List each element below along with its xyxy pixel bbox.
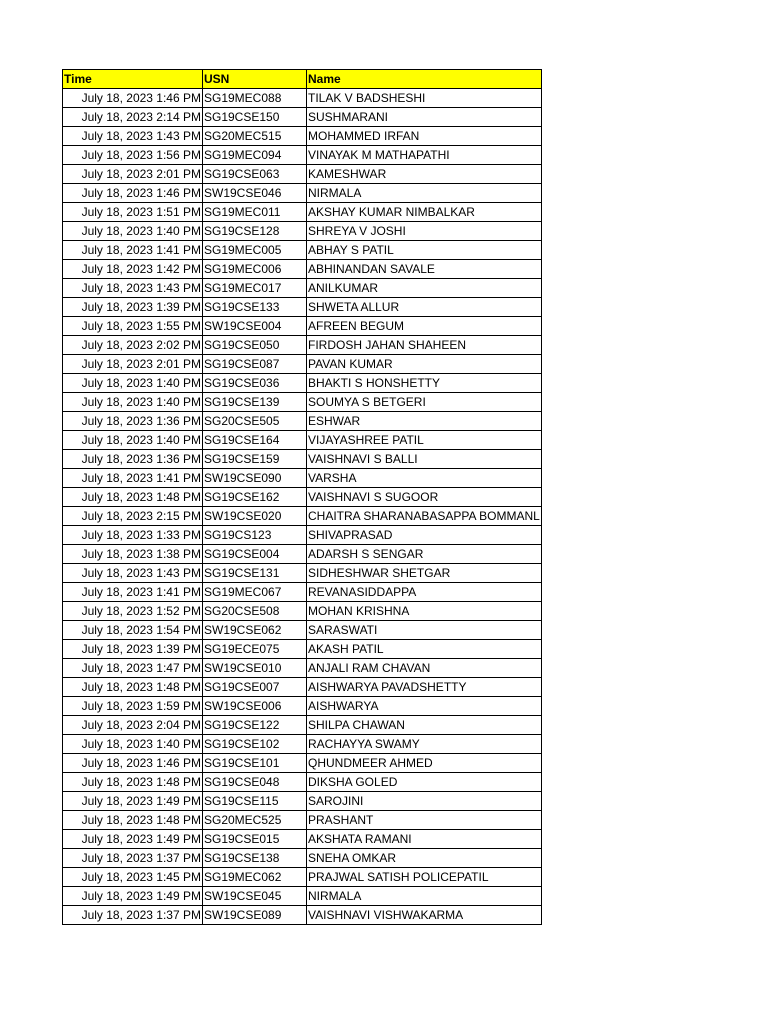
name-cell[interactable]: SIDHESHWAR SHETGAR xyxy=(307,564,542,583)
name-cell[interactable]: PRASHANT xyxy=(307,811,542,830)
time-cell[interactable]: July 18, 2023 1:41 PM xyxy=(63,583,203,602)
name-cell[interactable]: MOHAN KRISHNA xyxy=(307,602,542,621)
usn-cell[interactable]: SG19CSE139 xyxy=(203,393,307,412)
table-row xyxy=(63,108,542,127)
name-cell[interactable]: BHAKTI S HONSHETTY xyxy=(307,374,542,393)
usn-cell[interactable]: SG19CSE015 xyxy=(203,830,307,849)
table-row xyxy=(63,887,542,906)
table-row xyxy=(63,811,542,830)
name-cell[interactable]: VARSHA xyxy=(307,469,542,488)
usn-cell[interactable]: SG19CSE087 xyxy=(203,355,307,374)
name-cell[interactable]: PAVAN KUMAR xyxy=(307,355,542,374)
header-cell-usn[interactable]: USN xyxy=(203,70,307,89)
table-row xyxy=(63,165,542,184)
usn-cell[interactable]: SG19MEC006 xyxy=(203,260,307,279)
usn-cell[interactable]: SG20CSE505 xyxy=(203,412,307,431)
usn-cell[interactable]: SG19MEC005 xyxy=(203,241,307,260)
usn-cell[interactable]: SG19CSE036 xyxy=(203,374,307,393)
name-cell[interactable]: SHIVAPRASAD xyxy=(307,526,542,545)
time-cell[interactable]: July 18, 2023 1:43 PM xyxy=(63,279,203,298)
table-row xyxy=(63,317,542,336)
name-cell[interactable]: AKSHAY KUMAR NIMBALKAR xyxy=(307,203,542,222)
table-row xyxy=(63,488,542,507)
table-row xyxy=(63,659,542,678)
name-cell[interactable]: VINAYAK M MATHAPATHI xyxy=(307,146,542,165)
usn-cell[interactable]: SW19CSE004 xyxy=(203,317,307,336)
time-cell[interactable]: July 18, 2023 1:41 PM xyxy=(63,241,203,260)
name-cell[interactable]: ABHINANDAN SAVALE xyxy=(307,260,542,279)
time-cell[interactable]: July 18, 2023 1:48 PM xyxy=(63,811,203,830)
table-row xyxy=(63,754,542,773)
usn-cell[interactable]: SW19CSE010 xyxy=(203,659,307,678)
time-cell[interactable]: July 18, 2023 1:48 PM xyxy=(63,678,203,697)
name-cell[interactable]: VAISHNAVI VISHWAKARMA xyxy=(307,906,542,925)
usn-cell[interactable]: SG19CSE133 xyxy=(203,298,307,317)
time-cell[interactable]: July 18, 2023 1:46 PM xyxy=(63,184,203,203)
time-cell[interactable]: July 18, 2023 1:51 PM xyxy=(63,203,203,222)
time-cell[interactable]: July 18, 2023 1:37 PM xyxy=(63,906,203,925)
name-cell[interactable]: ESHWAR xyxy=(307,412,542,431)
usn-cell[interactable]: SG19CSE063 xyxy=(203,165,307,184)
usn-cell[interactable]: SW19CSE020 xyxy=(203,507,307,526)
time-cell[interactable]: July 18, 2023 1:42 PM xyxy=(63,260,203,279)
usn-cell[interactable]: SG19CSE138 xyxy=(203,849,307,868)
name-cell[interactable]: AISHWARYA xyxy=(307,697,542,716)
table-row xyxy=(63,146,542,165)
table-row xyxy=(63,640,542,659)
table-row xyxy=(63,279,542,298)
name-cell[interactable]: SHREYA V JOSHI xyxy=(307,222,542,241)
name-cell[interactable]: AKASH PATIL xyxy=(307,640,542,659)
table-row xyxy=(63,697,542,716)
name-cell[interactable]: SHILPA CHAWAN xyxy=(307,716,542,735)
time-cell[interactable]: July 18, 2023 1:40 PM xyxy=(63,735,203,754)
table-row xyxy=(63,773,542,792)
usn-cell[interactable]: SG19CSE115 xyxy=(203,792,307,811)
header-cell-time[interactable]: Time xyxy=(63,70,203,89)
time-cell[interactable]: July 18, 2023 1:47 PM xyxy=(63,659,203,678)
usn-cell[interactable]: SG19CSE102 xyxy=(203,735,307,754)
table-row xyxy=(63,583,542,602)
table-row xyxy=(63,374,542,393)
usn-cell[interactable]: SG19CS123 xyxy=(203,526,307,545)
table-row xyxy=(63,89,542,108)
name-cell[interactable]: SOUMYA S BETGERI xyxy=(307,393,542,412)
table-row xyxy=(63,868,542,887)
time-cell[interactable]: July 18, 2023 1:46 PM xyxy=(63,89,203,108)
time-cell[interactable]: July 18, 2023 1:40 PM xyxy=(63,393,203,412)
time-cell[interactable]: July 18, 2023 1:46 PM xyxy=(63,754,203,773)
table-row xyxy=(63,830,542,849)
table-row xyxy=(63,431,542,450)
time-cell[interactable]: July 18, 2023 2:01 PM xyxy=(63,165,203,184)
usn-cell[interactable]: SW19CSE006 xyxy=(203,697,307,716)
usn-cell[interactable]: SG19MEC094 xyxy=(203,146,307,165)
time-cell[interactable]: July 18, 2023 1:38 PM xyxy=(63,545,203,564)
time-cell[interactable]: July 18, 2023 2:02 PM xyxy=(63,336,203,355)
name-cell[interactable]: TILAK V BADSHESHI xyxy=(307,89,542,108)
table-body xyxy=(63,89,542,925)
usn-cell[interactable]: SW19CSE090 xyxy=(203,469,307,488)
usn-cell[interactable]: SG19CSE101 xyxy=(203,754,307,773)
time-cell[interactable]: July 18, 2023 1:40 PM xyxy=(63,374,203,393)
table-row xyxy=(63,906,542,925)
usn-cell[interactable]: SG19CSE050 xyxy=(203,336,307,355)
usn-cell[interactable]: SG19CSE007 xyxy=(203,678,307,697)
time-cell[interactable]: July 18, 2023 1:39 PM xyxy=(63,298,203,317)
name-cell[interactable]: REVANASIDDAPPA xyxy=(307,583,542,602)
usn-cell[interactable]: SG19CSE164 xyxy=(203,431,307,450)
name-cell[interactable]: AKSHATA RAMANI xyxy=(307,830,542,849)
usn-cell[interactable]: SG19CSE048 xyxy=(203,773,307,792)
usn-cell[interactable]: SG19MEC011 xyxy=(203,203,307,222)
table-row xyxy=(63,127,542,146)
name-cell[interactable]: PRAJWAL SATISH POLICEPATIL xyxy=(307,868,542,887)
time-cell[interactable]: July 18, 2023 1:43 PM xyxy=(63,127,203,146)
table-row xyxy=(63,602,542,621)
name-cell[interactable]: NIRMALA xyxy=(307,184,542,203)
name-cell[interactable]: VAISHNAVI S SUGOOR xyxy=(307,488,542,507)
usn-cell[interactable]: SG20MEC515 xyxy=(203,127,307,146)
name-cell[interactable]: CHAITRA SHARANABASAPPA BOMMANL xyxy=(307,507,542,526)
time-cell[interactable]: July 18, 2023 1:36 PM xyxy=(63,450,203,469)
name-cell[interactable]: SAROJINI xyxy=(307,792,542,811)
table-row xyxy=(63,355,542,374)
table-row xyxy=(63,412,542,431)
name-cell[interactable]: NIRMALA xyxy=(307,887,542,906)
usn-cell[interactable]: SW19CSE046 xyxy=(203,184,307,203)
table-row xyxy=(63,393,542,412)
table-row xyxy=(63,184,542,203)
usn-cell[interactable]: SG19CSE150 xyxy=(203,108,307,127)
time-cell[interactable]: July 18, 2023 1:48 PM xyxy=(63,488,203,507)
time-cell[interactable]: July 18, 2023 2:15 PM xyxy=(63,507,203,526)
usn-cell[interactable]: SW19CSE062 xyxy=(203,621,307,640)
table-row xyxy=(63,545,542,564)
time-cell[interactable]: July 18, 2023 1:54 PM xyxy=(63,621,203,640)
table-row xyxy=(63,735,542,754)
time-cell[interactable]: July 18, 2023 1:36 PM xyxy=(63,412,203,431)
name-cell[interactable]: AFREEN BEGUM xyxy=(307,317,542,336)
table-row xyxy=(63,450,542,469)
name-cell[interactable]: SHWETA ALLUR xyxy=(307,298,542,317)
time-cell[interactable]: July 18, 2023 1:49 PM xyxy=(63,792,203,811)
time-cell[interactable]: July 18, 2023 1:52 PM xyxy=(63,602,203,621)
usn-cell[interactable]: SG19MEC067 xyxy=(203,583,307,602)
table-row xyxy=(63,792,542,811)
time-cell[interactable]: July 18, 2023 1:43 PM xyxy=(63,564,203,583)
header-cell-name[interactable]: Name xyxy=(307,70,542,89)
usn-cell[interactable]: SG19CSE131 xyxy=(203,564,307,583)
time-cell[interactable]: July 18, 2023 1:40 PM xyxy=(63,222,203,241)
time-cell[interactable]: July 18, 2023 1:56 PM xyxy=(63,146,203,165)
table-row xyxy=(63,849,542,868)
time-cell[interactable]: July 18, 2023 1:55 PM xyxy=(63,317,203,336)
table-row xyxy=(63,469,542,488)
time-cell[interactable]: July 18, 2023 2:04 PM xyxy=(63,716,203,735)
table-row xyxy=(63,336,542,355)
time-cell[interactable]: July 18, 2023 1:45 PM xyxy=(63,868,203,887)
table-row xyxy=(63,564,542,583)
usn-cell[interactable]: SW19CSE089 xyxy=(203,906,307,925)
time-cell[interactable]: July 18, 2023 1:39 PM xyxy=(63,640,203,659)
table-row xyxy=(63,716,542,735)
name-cell[interactable]: ADARSH S SENGAR xyxy=(307,545,542,564)
table-row xyxy=(63,507,542,526)
table-row xyxy=(63,298,542,317)
table-row xyxy=(63,222,542,241)
name-cell[interactable]: MOHAMMED IRFAN xyxy=(307,127,542,146)
name-cell[interactable]: AISHWARYA PAVADSHETTY xyxy=(307,678,542,697)
time-cell[interactable]: July 18, 2023 1:33 PM xyxy=(63,526,203,545)
name-cell[interactable]: ABHAY S PATIL xyxy=(307,241,542,260)
time-cell[interactable]: July 18, 2023 1:49 PM xyxy=(63,830,203,849)
attendance-table xyxy=(62,69,542,925)
time-cell[interactable]: July 18, 2023 1:37 PM xyxy=(63,849,203,868)
table-row xyxy=(63,526,542,545)
usn-cell[interactable]: SG20CSE508 xyxy=(203,602,307,621)
time-cell[interactable]: July 18, 2023 2:01 PM xyxy=(63,355,203,374)
usn-cell[interactable]: SG19CSE128 xyxy=(203,222,307,241)
table-header xyxy=(63,70,542,89)
usn-cell[interactable]: SG19MEC088 xyxy=(203,89,307,108)
time-cell[interactable]: July 18, 2023 1:40 PM xyxy=(63,431,203,450)
name-cell[interactable]: DIKSHA GOLED xyxy=(307,773,542,792)
time-cell[interactable]: July 18, 2023 1:48 PM xyxy=(63,773,203,792)
usn-cell[interactable]: SG19CSE004 xyxy=(203,545,307,564)
name-cell[interactable]: VAISHNAVI S BALLI xyxy=(307,450,542,469)
table-row xyxy=(63,241,542,260)
usn-cell[interactable]: SG19ECE075 xyxy=(203,640,307,659)
table-row xyxy=(63,260,542,279)
usn-cell[interactable]: SG19MEC062 xyxy=(203,868,307,887)
time-cell[interactable]: July 18, 2023 1:59 PM xyxy=(63,697,203,716)
usn-cell[interactable]: SG19MEC017 xyxy=(203,279,307,298)
time-cell[interactable]: July 18, 2023 1:41 PM xyxy=(63,469,203,488)
name-cell[interactable]: SUSHMARANI xyxy=(307,108,542,127)
time-cell[interactable]: July 18, 2023 2:14 PM xyxy=(63,108,203,127)
usn-cell[interactable]: SG19CSE122 xyxy=(203,716,307,735)
usn-cell[interactable]: SG20MEC525 xyxy=(203,811,307,830)
name-cell[interactable]: ANJALI RAM CHAVAN xyxy=(307,659,542,678)
name-cell[interactable]: VIJAYASHREE PATIL xyxy=(307,431,542,450)
name-cell[interactable]: KAMESHWAR xyxy=(307,165,542,184)
table-row xyxy=(63,678,542,697)
name-cell[interactable]: QHUNDMEER AHMED xyxy=(307,754,542,773)
name-cell[interactable]: ANILKUMAR xyxy=(307,279,542,298)
name-cell[interactable]: FIRDOSH JAHAN SHAHEEN xyxy=(307,336,542,355)
table-row xyxy=(63,621,542,640)
name-cell[interactable]: SARASWATI xyxy=(307,621,542,640)
header-row xyxy=(63,70,542,89)
name-cell[interactable]: SNEHA OMKAR xyxy=(307,849,542,868)
usn-cell[interactable]: SG19CSE159 xyxy=(203,450,307,469)
usn-cell[interactable]: SG19CSE162 xyxy=(203,488,307,507)
table-row xyxy=(63,203,542,222)
name-cell[interactable]: RACHAYYA SWAMY xyxy=(307,735,542,754)
time-cell[interactable]: July 18, 2023 1:49 PM xyxy=(63,887,203,906)
usn-cell[interactable]: SW19CSE045 xyxy=(203,887,307,906)
